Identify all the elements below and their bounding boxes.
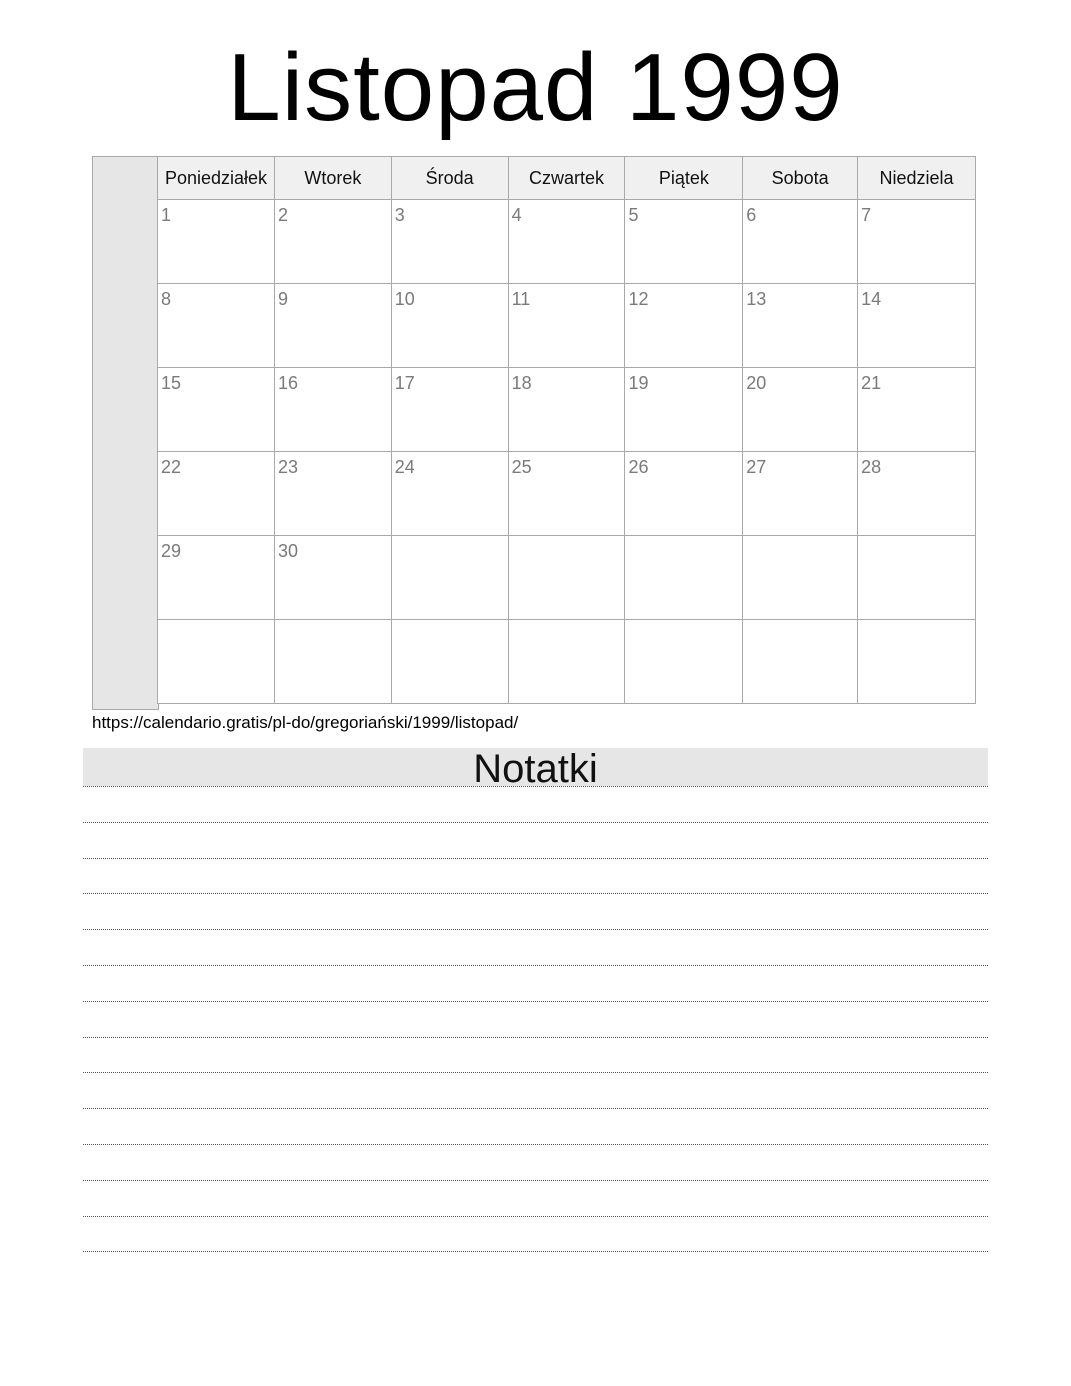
- day-number: 7: [861, 205, 872, 225]
- day-number: [275, 620, 391, 625]
- week-row: [158, 452, 976, 536]
- day-number: [392, 536, 508, 541]
- note-line: [83, 858, 988, 859]
- note-line: [83, 1251, 988, 1252]
- day-cell[interactable]: [391, 620, 508, 704]
- note-line: [83, 1216, 988, 1217]
- day-cell[interactable]: [858, 284, 976, 368]
- day-cell[interactable]: [158, 452, 275, 536]
- day-cell[interactable]: [858, 452, 976, 536]
- day-number: 24: [394, 457, 415, 477]
- week-row: [158, 536, 976, 620]
- weekday-header: Piątek: [625, 157, 743, 200]
- day-number: 29: [161, 541, 182, 561]
- note-line: [83, 893, 988, 894]
- day-cell[interactable]: [391, 368, 508, 452]
- day-cell[interactable]: [391, 284, 508, 368]
- day-cell[interactable]: [274, 620, 391, 704]
- day-cell[interactable]: [625, 452, 743, 536]
- calendar-title: Listopad 1999: [227, 34, 844, 141]
- day-number: 10: [394, 289, 415, 309]
- day-cell[interactable]: [508, 452, 625, 536]
- day-number: 20: [746, 373, 767, 393]
- day-cell[interactable]: [743, 536, 858, 620]
- day-number: 18: [511, 373, 532, 393]
- day-number: 15: [161, 373, 182, 393]
- day-cell[interactable]: [508, 284, 625, 368]
- day-cell[interactable]: [625, 368, 743, 452]
- day-number: 23: [277, 457, 298, 477]
- day-number: 17: [394, 373, 415, 393]
- note-line: [83, 965, 988, 966]
- day-cell[interactable]: [391, 536, 508, 620]
- day-cell[interactable]: [158, 284, 275, 368]
- day-cell[interactable]: [743, 200, 858, 284]
- day-cell[interactable]: [743, 284, 858, 368]
- day-cell[interactable]: [274, 368, 391, 452]
- note-line: [83, 1072, 988, 1073]
- day-number: [158, 620, 274, 625]
- day-cell[interactable]: [158, 620, 275, 704]
- day-number: 6: [746, 205, 757, 225]
- weekday-header-row: [158, 157, 976, 200]
- day-number: [743, 536, 857, 541]
- day-number: 16: [277, 373, 298, 393]
- day-cell[interactable]: [508, 368, 625, 452]
- day-number: 14: [861, 289, 882, 309]
- day-number: [743, 620, 857, 625]
- day-number: 22: [161, 457, 182, 477]
- day-number: [625, 620, 742, 625]
- day-number: [509, 620, 625, 625]
- day-cell[interactable]: [274, 536, 391, 620]
- day-cell[interactable]: [625, 284, 743, 368]
- notes-title: Notatki: [83, 748, 988, 786]
- day-number: 5: [628, 205, 639, 225]
- day-cell[interactable]: [391, 452, 508, 536]
- note-line: [83, 1144, 988, 1145]
- week-row: [158, 620, 976, 704]
- day-number: 27: [746, 457, 767, 477]
- day-cell[interactable]: [743, 368, 858, 452]
- note-line: [83, 1108, 988, 1109]
- day-number: 13: [746, 289, 767, 309]
- day-number: 28: [861, 457, 882, 477]
- day-cell[interactable]: [625, 620, 743, 704]
- weekday-header: Niedziela: [858, 157, 976, 200]
- day-cell[interactable]: [158, 536, 275, 620]
- day-cell[interactable]: [858, 368, 976, 452]
- day-number: [858, 620, 975, 625]
- note-line: [83, 1180, 988, 1181]
- week-row: [158, 368, 976, 452]
- day-cell[interactable]: [508, 200, 625, 284]
- day-cell[interactable]: [858, 620, 976, 704]
- day-cell[interactable]: [274, 284, 391, 368]
- day-cell[interactable]: [274, 200, 391, 284]
- day-cell[interactable]: [158, 368, 275, 452]
- day-number: 8: [161, 289, 172, 309]
- week-row: [158, 284, 976, 368]
- day-number: [509, 536, 625, 541]
- day-number: 21: [861, 373, 882, 393]
- weekday-header: Sobota: [743, 157, 858, 200]
- month-table: [157, 156, 976, 704]
- weekday-header: Poniedziałek: [158, 157, 275, 200]
- day-number: [625, 536, 742, 541]
- day-number: 2: [277, 205, 288, 225]
- day-cell[interactable]: [625, 536, 743, 620]
- note-line: [83, 929, 988, 930]
- day-number: 19: [628, 373, 649, 393]
- day-cell[interactable]: [743, 620, 858, 704]
- day-cell[interactable]: [858, 200, 976, 284]
- day-cell[interactable]: [743, 452, 858, 536]
- day-number: 30: [277, 541, 298, 561]
- day-number: 9: [277, 289, 288, 309]
- note-line: [83, 1037, 988, 1038]
- day-number: 11: [511, 289, 531, 309]
- day-cell[interactable]: [158, 200, 275, 284]
- note-line: [83, 1001, 988, 1002]
- weekday-header: Czwartek: [508, 157, 625, 200]
- day-cell[interactable]: [508, 620, 625, 704]
- day-number: 4: [511, 205, 522, 225]
- note-line: [83, 822, 988, 823]
- day-cell[interactable]: [274, 452, 391, 536]
- day-number: [858, 536, 975, 541]
- day-cell[interactable]: [391, 200, 508, 284]
- day-number: 26: [628, 457, 649, 477]
- weekday-header: Wtorek: [274, 157, 391, 200]
- day-cell[interactable]: [625, 200, 743, 284]
- week-number-column: [92, 156, 159, 710]
- day-cell[interactable]: [508, 536, 625, 620]
- week-row: [158, 200, 976, 284]
- note-line: [83, 786, 988, 787]
- day-cell[interactable]: [858, 536, 976, 620]
- day-number: 25: [511, 457, 532, 477]
- calendar-grid: [92, 156, 976, 710]
- source-url: https://calendario.gratis/pl-do/gregoriański/1999/listopad/: [92, 713, 519, 732]
- day-number: 12: [628, 289, 649, 309]
- day-number: [392, 620, 508, 625]
- day-number: 3: [394, 205, 405, 225]
- day-number: 1: [161, 205, 172, 225]
- weekday-header: Środa: [391, 157, 508, 200]
